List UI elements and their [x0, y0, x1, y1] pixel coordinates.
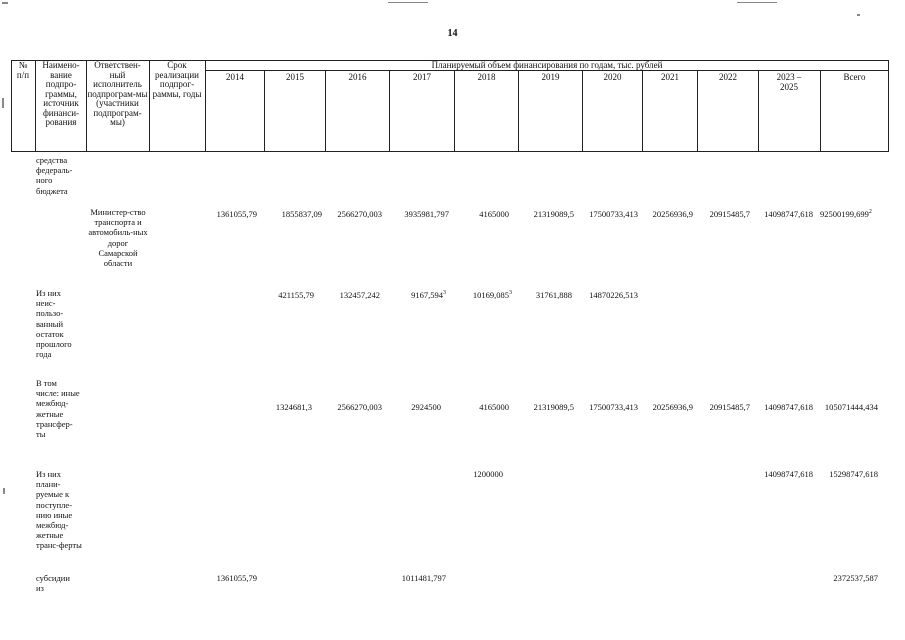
unused-2019: 31761,888 — [535, 290, 572, 300]
unused-2016: 132457,242 — [339, 290, 380, 300]
transfers-2022: 20915485,7 — [709, 402, 750, 412]
ministry-2014: 1361055,79 — [216, 209, 257, 219]
col-line — [758, 70, 759, 152]
subsidies-2014: 1361055,79 — [216, 573, 257, 583]
ministry-2015: 1855837,09 — [281, 209, 322, 219]
planned-transfers-2023-2025: 14098747,618 — [764, 469, 813, 479]
transfers-2021: 20256936,9 — [652, 402, 693, 412]
transfers-2020: 17500733,413 — [589, 402, 638, 412]
row-label-subsidies: субсидии из — [36, 573, 70, 594]
scan-speck — [3, 488, 5, 494]
ministry-2020: 17500733,413 — [589, 209, 638, 219]
col-line — [35, 60, 36, 152]
row-label-planned-transfers: Из них плани-руемые к поступле-нию иные межбюд-жетные транс-ферты — [36, 469, 82, 551]
header-year-2020: 2020 — [603, 72, 622, 82]
transfers-2015: 1324681,3 — [275, 402, 312, 412]
subsidies-2017: 1011481,797 — [401, 573, 446, 583]
transfers-2016: 2566270,003 — [337, 402, 382, 412]
ministry-2016: 2566270,003 — [337, 209, 382, 219]
unused-2017 — [388, 290, 446, 300]
planned-transfers-2018: 1200000 — [473, 469, 503, 479]
planned-transfers-total: 15298747,618 — [829, 469, 878, 479]
transfers-2017: 2924500 — [411, 402, 441, 412]
transfers-2018: 4165000 — [479, 402, 509, 412]
ministry-total-value: 92500199,699 — [820, 209, 869, 219]
header-name: Наимено-вание подпро-граммы, источник финанси-рования — [42, 60, 80, 127]
scan-speck — [2, 98, 4, 108]
header-executor: Ответствен-ный исполнитель подпрограм-мы (участники подпрограм-мы) — [87, 60, 148, 127]
header-term: Срок реализации подпрог-раммы, годы — [152, 60, 202, 99]
unused-2018-footnote: 3 — [509, 290, 512, 297]
header-year-2016: 2016 — [348, 72, 367, 82]
table-header-bottom — [11, 151, 888, 152]
header-year-2023-2025: 2023 – 2025 — [776, 72, 802, 92]
header-year-2022: 2022 — [719, 72, 737, 82]
scan-speck — [2, 2, 8, 4]
ministry-2021: 20256936,9 — [652, 209, 693, 219]
unused-2018-value: 10169,085 — [472, 290, 509, 300]
header-year-2018: 2018 — [477, 72, 496, 82]
row-label-federal: средства федераль-ного бюджета — [36, 155, 73, 196]
header-planned: Планируемый объем финансирования по годам, тыс. рублей — [431, 60, 663, 70]
unused-2018 — [450, 290, 512, 300]
header-num: № п/п — [16, 60, 30, 80]
ministry-2022: 20915485,7 — [709, 209, 750, 219]
unused-2017-value: 9167,594 — [411, 290, 443, 300]
transfers-total: 105071444,434 — [824, 402, 878, 412]
row-label-transfers: В том числе: иные межбюд-жетные трансфер-ты — [36, 378, 80, 440]
transfers-2023-2025: 14098747,618 — [764, 402, 813, 412]
header-year-2017: 2017 — [413, 72, 431, 82]
unused-2015: 421155,79 — [278, 290, 314, 300]
transfers-2019: 21319089,5 — [533, 402, 574, 412]
header-year-2021: 2021 — [661, 72, 679, 82]
scan-speck — [388, 2, 428, 3]
unused-2017-footnote: 3 — [443, 290, 446, 297]
header-total: Всего — [843, 72, 866, 82]
header-year-2014: 2014 — [226, 72, 244, 82]
ministry-total — [820, 209, 886, 219]
scan-speck — [857, 14, 860, 16]
ministry-2018: 4165000 — [479, 209, 509, 219]
col-line — [888, 60, 889, 152]
row-executor-ministry: Министер-ство транспорта и автомобиль-ных дорог Самарской области — [88, 207, 148, 269]
ministry-2017: 3935981,797 — [404, 209, 449, 219]
ministry-total-footnote: 2 — [868, 209, 872, 216]
unused-2020: 14870226,513 — [589, 290, 638, 300]
ministry-2023-2025: 14098747,618 — [764, 209, 813, 219]
col-line — [11, 60, 12, 152]
subsidies-total: 2372537,587 — [833, 573, 878, 583]
page-number: 14 — [447, 28, 458, 39]
scan-speck — [737, 2, 777, 3]
ministry-2019: 21319089,5 — [533, 209, 574, 219]
header-year-2019: 2019 — [541, 72, 560, 82]
row-label-unused: Из них неис-пользо-ванный остаток прошлого года — [36, 288, 72, 360]
header-year-2015: 2015 — [286, 72, 304, 82]
